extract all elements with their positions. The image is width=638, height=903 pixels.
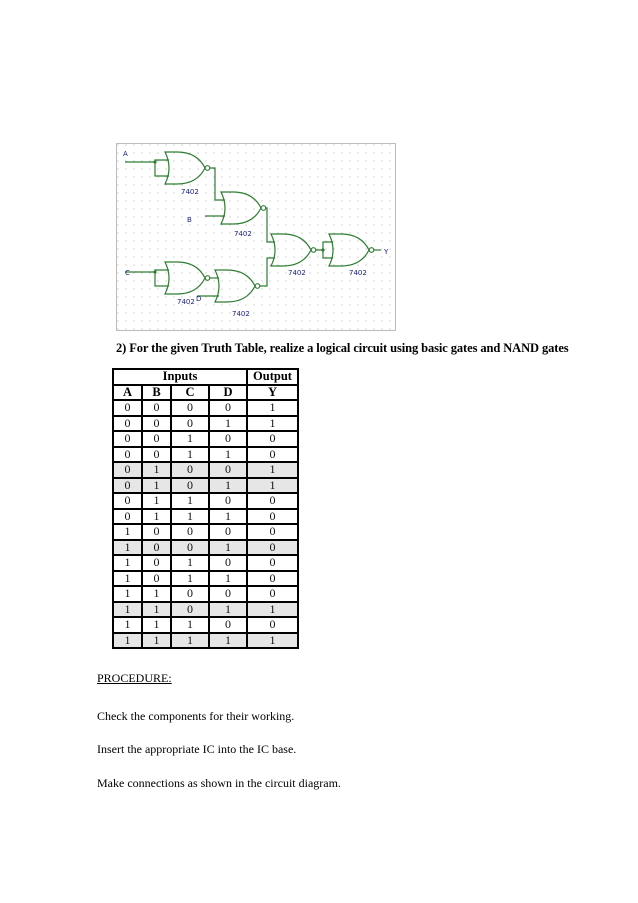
table-cell: 0 (209, 462, 247, 478)
col-c: C (171, 385, 209, 401)
circuit-svg (117, 144, 395, 330)
table-cell: 0 (247, 493, 298, 509)
table-cell: 0 (247, 509, 298, 525)
table-cell: 0 (113, 400, 142, 416)
table-cell: 0 (171, 586, 209, 602)
section-heading: 2) For the given Truth Table, realize a logical circuit using basic gates and NAND gates (116, 341, 569, 355)
table-cell: 1 (171, 431, 209, 447)
inputs-header: Inputs (113, 369, 247, 385)
table-cell: 0 (142, 447, 171, 463)
table-cell: 0 (209, 617, 247, 633)
table-cell: 0 (247, 540, 298, 556)
procedure-title: PROCEDURE: (97, 671, 172, 685)
table-cell: 1 (171, 447, 209, 463)
gate-label-2: 7402 (234, 230, 252, 238)
table-cell: 1 (247, 400, 298, 416)
table-cell: 0 (142, 416, 171, 432)
procedure-step-1: Check the components for their working. (97, 709, 295, 723)
table-cell: 0 (247, 431, 298, 447)
table-row (113, 509, 298, 525)
table-cell: 0 (113, 462, 142, 478)
table-row (113, 431, 298, 447)
table-cell: 1 (171, 571, 209, 587)
column-header-row (113, 385, 298, 401)
table-cell: 0 (113, 447, 142, 463)
table-row (113, 540, 298, 556)
table-cell: 1 (209, 416, 247, 432)
col-b: B (142, 385, 171, 401)
gate-label-4: 7402 (232, 310, 250, 318)
table-cell: 1 (247, 416, 298, 432)
table-cell: 1 (171, 633, 209, 649)
table-row (113, 478, 298, 494)
table-row (113, 617, 298, 633)
table-cell: 0 (247, 586, 298, 602)
table-cell: 0 (209, 493, 247, 509)
table-cell: 0 (209, 431, 247, 447)
table-cell: 0 (171, 540, 209, 556)
table-row (113, 400, 298, 416)
table-cell: 1 (247, 478, 298, 494)
table-cell: 1 (142, 462, 171, 478)
table-cell: 1 (142, 586, 171, 602)
table-cell: 0 (171, 462, 209, 478)
output-label-y: Y (384, 248, 389, 256)
table-cell: 1 (171, 493, 209, 509)
table-cell: 0 (247, 555, 298, 571)
table-cell: 0 (171, 478, 209, 494)
table-cell: 0 (113, 478, 142, 494)
table-row (113, 462, 298, 478)
col-y: Y (247, 385, 298, 401)
table-row (113, 555, 298, 571)
table-cell: 1 (113, 617, 142, 633)
table-cell: 1 (209, 571, 247, 587)
table-cell: 0 (171, 416, 209, 432)
table-cell: 0 (209, 524, 247, 540)
table-row (113, 602, 298, 618)
group-header-row (113, 369, 298, 385)
table-cell: 1 (247, 602, 298, 618)
table-row (113, 571, 298, 587)
col-d: D (209, 385, 247, 401)
table-row (113, 447, 298, 463)
input-label-d: D (196, 295, 202, 303)
table-cell: 1 (209, 602, 247, 618)
table-cell: 0 (142, 431, 171, 447)
table-cell: 0 (142, 571, 171, 587)
table-cell: 1 (113, 571, 142, 587)
output-header: Output (247, 369, 298, 385)
table-row (113, 633, 298, 649)
gate-label-3: 7402 (177, 298, 195, 306)
table-cell: 1 (113, 602, 142, 618)
table-cell: 1 (142, 617, 171, 633)
table-cell: 0 (113, 509, 142, 525)
gate-label-1: 7402 (181, 188, 199, 196)
circuit-diagram (116, 143, 396, 331)
table-cell: 1 (209, 540, 247, 556)
table-cell: 0 (209, 400, 247, 416)
input-label-a: A (123, 150, 128, 158)
table-cell: 1 (209, 509, 247, 525)
table-cell: 0 (142, 524, 171, 540)
table-cell: 0 (142, 555, 171, 571)
table-cell: 1 (142, 633, 171, 649)
table-cell: 1 (171, 555, 209, 571)
table-row (113, 416, 298, 432)
table-cell: 0 (209, 555, 247, 571)
table-cell: 1 (247, 462, 298, 478)
table-cell: 1 (142, 478, 171, 494)
table-cell: 1 (113, 524, 142, 540)
table-row (113, 524, 298, 540)
table-cell: 1 (171, 509, 209, 525)
table-cell: 1 (113, 540, 142, 556)
table-cell: 0 (113, 431, 142, 447)
table-row (113, 493, 298, 509)
table-cell: 1 (142, 602, 171, 618)
table-cell: 0 (247, 617, 298, 633)
input-label-b: B (187, 216, 192, 224)
table-cell: 0 (171, 602, 209, 618)
table-cell: 0 (247, 524, 298, 540)
col-a: A (113, 385, 142, 401)
truth-table (112, 368, 299, 649)
table-cell: 0 (113, 416, 142, 432)
procedure-step-3: Make connections as shown in the circuit diagram. (97, 776, 341, 790)
table-cell: 0 (142, 400, 171, 416)
table-cell: 1 (142, 509, 171, 525)
table-cell: 1 (113, 633, 142, 649)
truth-table-body (113, 400, 298, 648)
table-cell: 1 (247, 633, 298, 649)
gate-label-5: 7402 (288, 269, 306, 277)
table-cell: 0 (171, 400, 209, 416)
table-cell: 1 (209, 478, 247, 494)
table-cell: 1 (113, 586, 142, 602)
table-cell: 1 (171, 617, 209, 633)
input-label-c: C (125, 269, 130, 277)
table-cell: 1 (209, 447, 247, 463)
table-row (113, 586, 298, 602)
procedure-step-2: Insert the appropriate IC into the IC base. (97, 742, 297, 756)
table-cell: 0 (113, 493, 142, 509)
table-cell: 1 (113, 555, 142, 571)
table-cell: 0 (171, 524, 209, 540)
table-cell: 1 (142, 493, 171, 509)
gate-label-6: 7402 (349, 269, 367, 277)
table-cell: 0 (142, 540, 171, 556)
table-cell: 1 (209, 633, 247, 649)
table-cell: 0 (247, 447, 298, 463)
table-cell: 0 (209, 586, 247, 602)
table-cell: 0 (247, 571, 298, 587)
